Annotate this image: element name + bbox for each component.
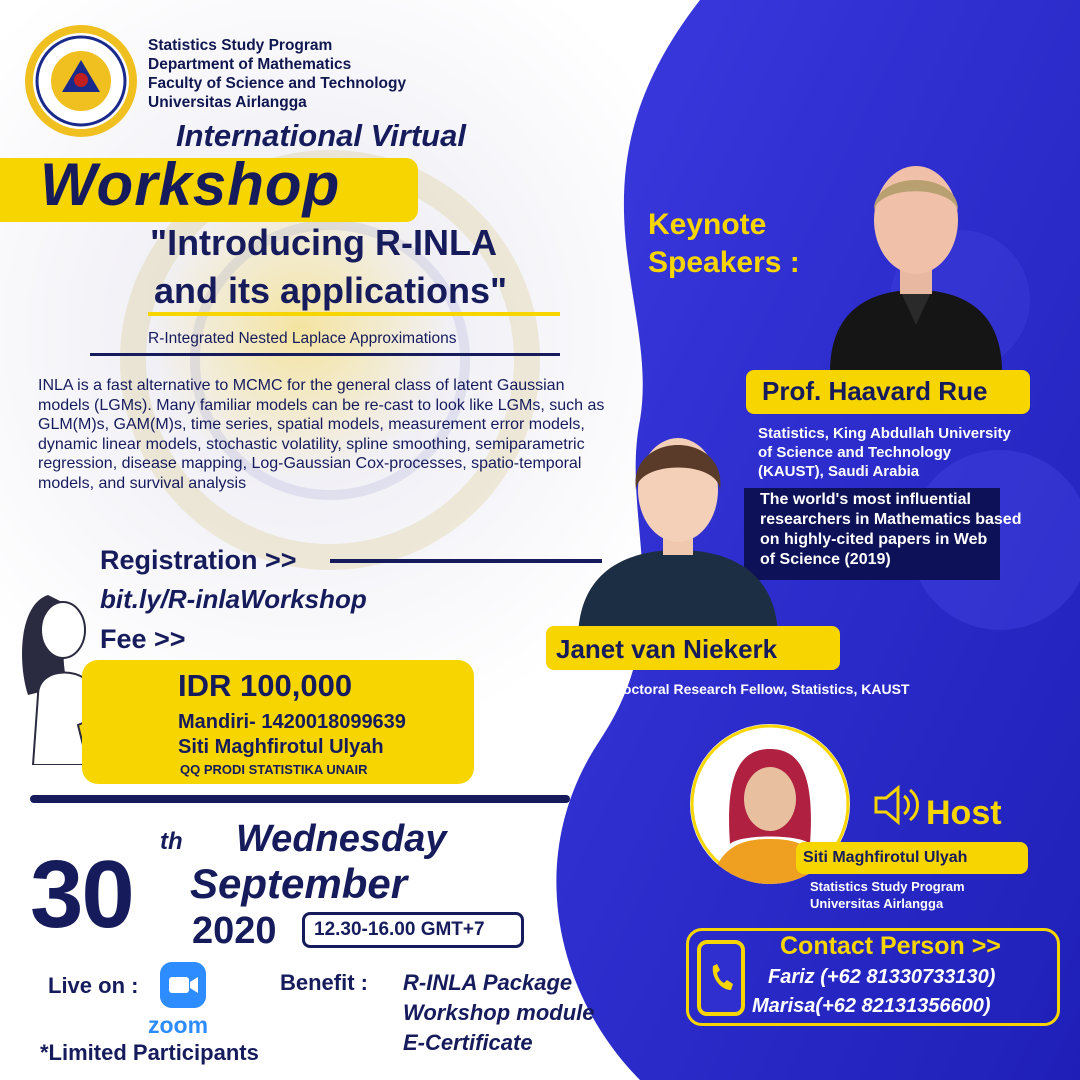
affiliation-line: Universitas Airlangga — [810, 896, 944, 911]
keynote2-affiliation: Postdoctoral Research Fellow, Statistics, KAUST — [584, 681, 910, 697]
event-day-suffix: th — [160, 828, 183, 855]
keynote2-name: Janet van Niekerk — [556, 634, 778, 664]
fee-label: Fee >> — [100, 624, 186, 654]
phone-icon — [695, 938, 747, 1018]
keynote1-name: Prof. Haavard Rue — [762, 376, 988, 406]
keynote-heading-line: Speakers : — [648, 246, 800, 279]
award-line: researchers in Mathematics based — [760, 511, 1022, 528]
contact-title: Contact Person >> — [780, 932, 1001, 960]
affiliation-line: Statistics Study Program — [810, 879, 965, 894]
institution-line: Statistics Study Program — [148, 37, 333, 54]
benefit-item: R-INLA Package — [403, 970, 573, 995]
award-line: The world's most influential — [760, 491, 971, 508]
university-logo — [22, 22, 140, 140]
award-line: of Science (2019) — [760, 551, 891, 568]
event-weekday: Wednesday — [236, 818, 447, 860]
institution-line: Universitas Airlangga — [148, 94, 307, 111]
account-qq: QQ PRODI STATISTIKA UNAIR — [180, 762, 368, 777]
event-day: 30 — [30, 841, 133, 948]
event-title-line2: and its applications" — [154, 270, 508, 311]
title-underline — [148, 312, 560, 316]
bank-account: Mandiri- 1420018099639 — [178, 711, 406, 733]
event-title-line1: "Introducing R-INLA — [150, 222, 498, 263]
janet-van-niekerk-photo — [568, 410, 788, 640]
zoom-camera-icon — [160, 962, 206, 1008]
benefit-item: E-Certificate — [403, 1030, 533, 1055]
event-kind: International Virtual — [176, 118, 466, 153]
institution-block — [148, 36, 406, 112]
contact-person[interactable]: Marisa(+62 82131356600) — [752, 995, 991, 1017]
event-year: 2020 — [192, 910, 277, 952]
speaker-icon — [872, 782, 922, 828]
fee-amount: IDR 100,000 — [178, 668, 353, 703]
registration-line — [330, 559, 602, 563]
event-subtitle: R-Integrated Nested Laplace Approximations — [148, 330, 457, 347]
keynote1-affiliation — [758, 424, 1011, 481]
date-divider — [30, 795, 570, 803]
platform-name: zoom — [148, 1012, 209, 1038]
registration-link[interactable]: bit.ly/R-inlaWorkshop — [100, 584, 367, 614]
benefit-label: Benefit : — [280, 970, 368, 995]
haavard-rue-photo — [800, 140, 1032, 372]
platform-label: Live on : — [48, 973, 139, 998]
institution-line: Department of Mathematics — [148, 56, 352, 73]
institution-line: Faculty of Science and Technology — [148, 75, 407, 92]
affiliation-line: Statistics, King Abdullah University — [758, 425, 1011, 442]
event-month: September — [190, 860, 408, 907]
host-affiliation — [810, 878, 965, 912]
keynote-heading-line: Keynote — [648, 208, 767, 241]
limited-note: *Limited Participants — [40, 1040, 259, 1065]
subtitle-underline — [90, 353, 560, 356]
host-name: Siti Maghfirotul Ulyah — [803, 849, 968, 866]
host-label: Host — [926, 794, 1002, 832]
registration-label: Registration >> — [100, 545, 297, 575]
contact-person[interactable]: Fariz (+62 81330733130) — [768, 966, 996, 988]
keynote1-award — [760, 490, 1021, 570]
affiliation-line: (KAUST), Saudi Arabia — [758, 463, 920, 480]
benefit-item: Workshop module — [403, 1000, 595, 1025]
event-description: INLA is a fast alternative to MCMC for the general class of latent Gaussian models (LGMs). Many familiar models can be re-cast to look like LGMs, such as GLM(M)s, GAM(M)s, time series, spatial models, measurement error models, dynamic linear models, stochastic volatility, spline smoothing, semiparametric regression, disease mapping, Log-Gaussian Cox-processes, spatio-temporal models, and survival analysis — [38, 377, 605, 492]
award-line: on highly-cited papers in Web — [760, 531, 988, 548]
affiliation-line: of Science and Technology — [758, 444, 952, 461]
keynote-heading — [648, 206, 800, 282]
event-time: 12.30-16.00 GMT+7 — [314, 919, 485, 940]
event-type: Workshop — [40, 151, 341, 218]
account-name: Siti Maghfirotul Ulyah — [178, 736, 384, 758]
